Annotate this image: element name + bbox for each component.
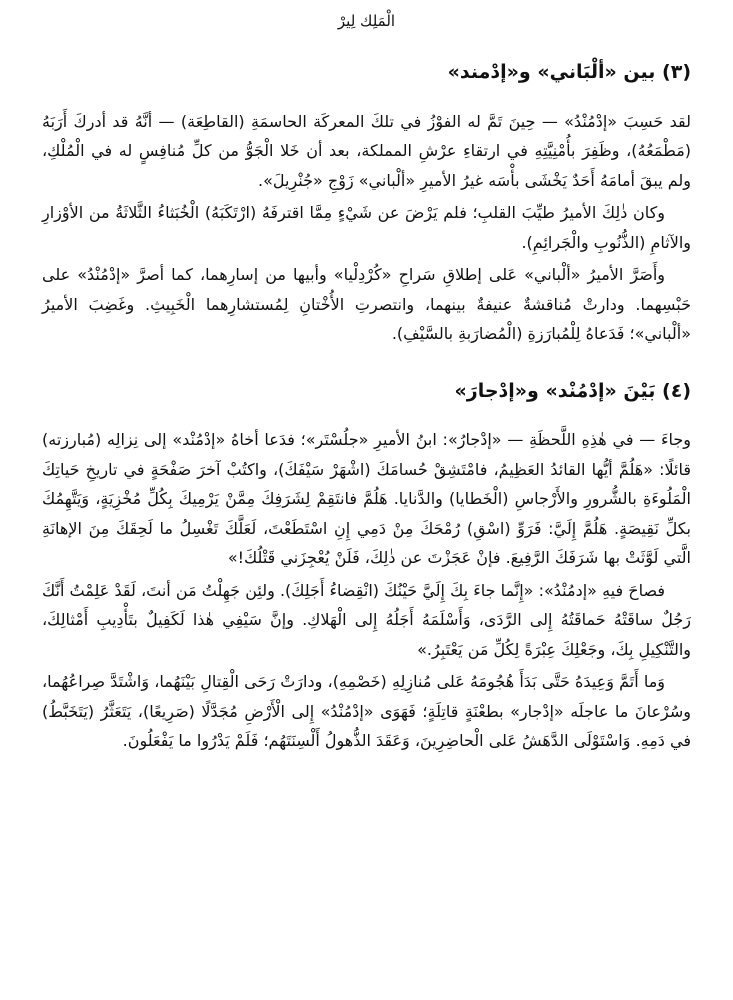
section-title: (٤) بَيْنَ «إدْمُنْد» و«إدْجارَ» [454,379,691,402]
section-3 [42,60,691,349]
paragraph: وَما أَتَمَّ وَعِيدَهُ حَتَّى بَدَأَ هُجُومَهُ عَلى مُنازِلِهِ (خَصْمِهِ)، ودارَتْ رَحَى الْقِتالِ بَيْنَهُما، وَاشْتَدَّ صِراعُهُما، وسُرْعانَ ما عاجلَه «إدْجار» بطعْنَةٍ قاتِلَةٍ؛ فَهَوَى «إدْمُنْدُ» إِلى الْأَرْضِ مُجَدَّلًا (صَرِيعًا)، يَتَعَثَّرُ (يَتَخَبَّطُ) في دَمِهِ. وَاسْتَوْلَى الدَّهَشُ عَلى الْحاضِرِينَ، وَعَقَدَ الذُّهولُ أَلْسِنَتَهُم؛ فَلَمْ يَدْرُوا ما يَفْعَلُونَ. [42,672,691,751]
section-4 [42,379,691,756]
paragraph: وكان ذٰلِكَ الأميرُ طيِّبَ القلبِ؛ فلم يَرْضَ عن شَيْءٍ مِمَّا اقترفَهُ (ارْتَكَبَهُ) الْخُبَثاءُ الثَّلاثَةُ من الأوْزارِ والآثامِ (الذُّنُوبِ والْجَرائِمِ). [42,203,691,252]
section-title: (٣) بين «ألْبَاني» و«إدْمند» [447,61,691,83]
paragraph: وجاءَ — في هٰذِهِ اللَّحظَةِ — «إدْجارُ»: ابنُ الأميرِ «جلُسْتَر»؛ فدَعا أخاهُ «إدْمُنْد» إلى نِزالِه (مُبارزته) قائلًا: «هَلُمَّ أيُّها القائدُ العَظِيمُ، فامْتَشِقْ حُسامَكَ (اشْهَرْ سَيْفَكَ)، واكتُبْ آخرَ صَفْحَةٍ في تاريخِ حَياتِكَ الْمَلُوءَةِ بالشُّرورِ والأَرْجاسِ (الْخَطايا) والدَّنايا. هَلُمَّ فانتَقِمْ لِشَرَفِكَ مِمَّنْ يَرْمِيكَ بِكُلِّ مُخْزِيَةٍ، وَيَتَّهِمُكَ بكلِّ نَقِيصَةٍ. هَلُمَّ إِلَيَّ: فَرَوِّ (اسْقِ) رُمْحَكَ مِنْ دَمِي إِنِ اسْتَطَعْتَ، لَعَلَّكَ تَغْسِلُ ما لَحِقَكَ مِنَ الإهانَةِ الَّتي لَوَّثَتْ بها شَرَفَكَ الرَّفِيعَ. فإنْ عَجَزْتَ عن ذٰلِكَ، فَلَنْ يُعْجِزَني قَتْلُكَ!» [42,430,691,568]
paragraph: لقد حَسِبَ «إدْمُنْدُ» — حِينَ تَمَّ له الفوْزُ في تلكَ المعركَة الحاسمَةِ (القاطِعَة) — أنَّهُ قد أدركَ أَرَبَهُ (مَطْمَعُهُ)، وظَفِرَ بأُمْنِيَّتِهِ في ارتقاءِ عرْشِ المملكة، بعد أن خَلا الْجَوُّ من كلِّ مُنافِسٍ له في الْمُلْكِ، ولم يبقَ أمامَهُ أَحَدٌ يَخْشَى بأْسَه غيرُ الأميرِ «ألْباني» زَوْجِ «جُنْرِيلَ». [42,111,691,190]
paragraph: وأَصَرَّ الأميرُ «ألْباني» عَلى إطلاقِ سَراحِ «كُرْدِلْيا» وأبيها من إسارِهما، كما أصرَّ «إدْمُنْدُ» على حَبْسِهما. ودارتْ مُناقشةٌ عنيفةٌ بينهما، وانتصرتِ الأُخْتانِ لِمُستشارِهما الْخَبِيثِ. وغَضِبَ الأميرُ «ألْباني»؛ فَدَعاهُ لِلْمُبارَزةِ (الْمُضارَبةِ بالسَّيْفِ). [42,265,691,344]
running-head: الْمَلِك لِيرْ [337,12,396,30]
paragraph: فصاحَ فيهِ «إدمُنْدُ»: «إِنَّما جاءَ بِكَ إِلَيَّ حَيْنُكَ (انْقِضاءُ أَجَلِكَ). ولئِن جَهِلْتُ مَن أنتَ، لَقَدْ عَلِمْتُ أَنَّكَ رَجُلٌ ساقَتْهُ حَماقَتُهُ إِلى الرَّدَى، وَأَسْلَمَهُ أَجَلُهُ إِلى الْهَلاكِ. وإنَّ سَيْفِي هٰذا لَكَفِيلٌ بتَأْدِيبِ أَمْثالِكَ، والتَّنْكِيلِ بِكَ، وجَعْلِكَ عِبْرَةً لِكُلِّ مَن يَعْتَبِرُ.» [42,580,691,659]
